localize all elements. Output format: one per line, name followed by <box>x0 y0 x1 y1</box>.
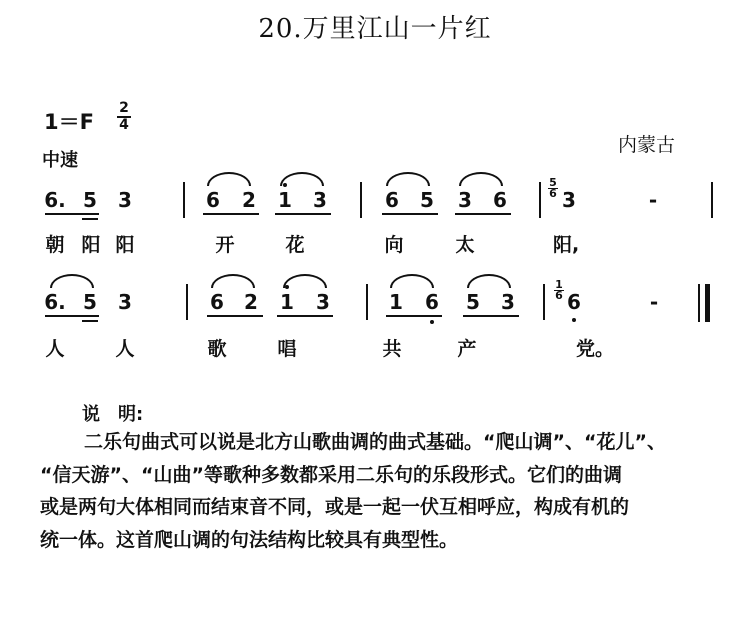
octave-dot-low <box>572 318 576 322</box>
note: 5 <box>420 188 434 212</box>
slur <box>283 274 327 288</box>
bar-line <box>366 284 368 320</box>
grace-note-bottom: 6 <box>549 187 557 200</box>
tempo-marking: 中速 <box>42 150 78 171</box>
bar-line <box>360 182 362 218</box>
grace-note-top: 5 <box>549 176 557 189</box>
bar-line <box>183 182 185 218</box>
note: 6 <box>385 188 399 212</box>
note: 3 <box>458 188 472 212</box>
beam-underline <box>82 320 98 322</box>
note: 5 <box>466 290 480 314</box>
lyric: 开 <box>215 234 235 256</box>
paragraph-line: “信天游”、“山曲”等歌种多数都采用二乐句的乐段形式。它们的曲调 <box>40 463 622 486</box>
lyric: 党。 <box>576 338 615 360</box>
slur <box>50 274 94 288</box>
note: 3 <box>562 188 576 212</box>
lyric: 歌 <box>207 338 227 360</box>
slur <box>207 172 251 186</box>
octave-dot-high <box>283 183 287 187</box>
sustain-dash: - <box>648 188 658 212</box>
lyric: 朝 <box>45 234 65 256</box>
slur <box>386 172 430 186</box>
lyric: 人 <box>115 338 135 360</box>
note: 6 <box>210 290 224 314</box>
final-bar-thick <box>705 284 710 322</box>
note: 3 <box>316 290 330 314</box>
note: 5 <box>83 188 97 212</box>
beam-underline <box>45 315 99 317</box>
slur <box>211 274 255 288</box>
grace-note-top: 1 <box>555 278 563 291</box>
note: 6. <box>44 290 66 314</box>
note: 3 <box>118 290 132 314</box>
beam-underline <box>207 315 263 317</box>
lyric: 唱 <box>277 338 297 360</box>
bar-line <box>539 182 541 218</box>
slur <box>467 274 511 288</box>
note: 6 <box>567 290 581 314</box>
key-signature: 1＝F <box>44 110 94 134</box>
lyric: 产 <box>457 338 477 360</box>
note: 2 <box>242 188 256 212</box>
note: 3 <box>313 188 327 212</box>
note: 1 <box>389 290 403 314</box>
beam-underline <box>463 315 519 317</box>
time-signature-bottom: 4 <box>119 117 129 133</box>
note: 2 <box>244 290 258 314</box>
beam-underline <box>82 218 98 220</box>
lyric: 人 <box>45 338 65 360</box>
note: 3 <box>118 188 132 212</box>
time-signature <box>116 101 132 133</box>
paragraph-line: 统一体。这首爬山调的句法结构比较具有典型性。 <box>40 528 459 551</box>
note: 6 <box>425 290 439 314</box>
lyric: 共 <box>382 338 402 360</box>
region-label: 内蒙古 <box>618 134 676 156</box>
lyric: 阳 <box>81 234 101 256</box>
lyric: 阳, <box>553 234 580 256</box>
grace-note-bottom: 6 <box>555 289 563 302</box>
note: 6. <box>44 188 66 212</box>
lyric: 阳 <box>115 234 135 256</box>
beam-underline <box>382 213 438 215</box>
beam-underline <box>386 315 442 317</box>
slur <box>459 172 503 186</box>
bar-line <box>711 182 713 218</box>
grace-note <box>548 178 558 199</box>
lyric: 向 <box>384 234 404 256</box>
time-signature-top: 2 <box>119 100 129 116</box>
lyric: 花 <box>285 234 305 256</box>
final-bar-thin <box>698 284 700 322</box>
beam-underline <box>455 213 511 215</box>
note: 3 <box>501 290 515 314</box>
paragraph-line: 或是两句大体相同而结束音不同，或是一起一伏互相呼应，构成有机的 <box>40 496 630 518</box>
sustain-dash: - <box>649 290 659 314</box>
note: 1 <box>280 290 294 314</box>
beam-underline <box>45 213 99 215</box>
song-title: 20.万里江山一片红 <box>258 14 492 44</box>
paragraph-line: 二乐句曲式可以说是北方山歌曲调的曲式基础。“爬山调”、“花儿”、 <box>84 431 666 453</box>
lyric: 太 <box>455 234 475 256</box>
bar-line <box>543 284 545 320</box>
slur <box>390 274 434 288</box>
octave-dot-low <box>430 320 434 324</box>
explanation-heading: 说 明: <box>82 404 144 425</box>
beam-underline <box>275 213 331 215</box>
note: 6 <box>206 188 220 212</box>
beam-underline <box>277 315 333 317</box>
note: 5 <box>83 290 97 314</box>
bar-line <box>186 284 188 320</box>
note: 1 <box>278 188 292 212</box>
beam-underline <box>203 213 259 215</box>
octave-dot-high <box>285 285 289 289</box>
explanation-paragraph <box>40 426 720 556</box>
note: 6 <box>493 188 507 212</box>
